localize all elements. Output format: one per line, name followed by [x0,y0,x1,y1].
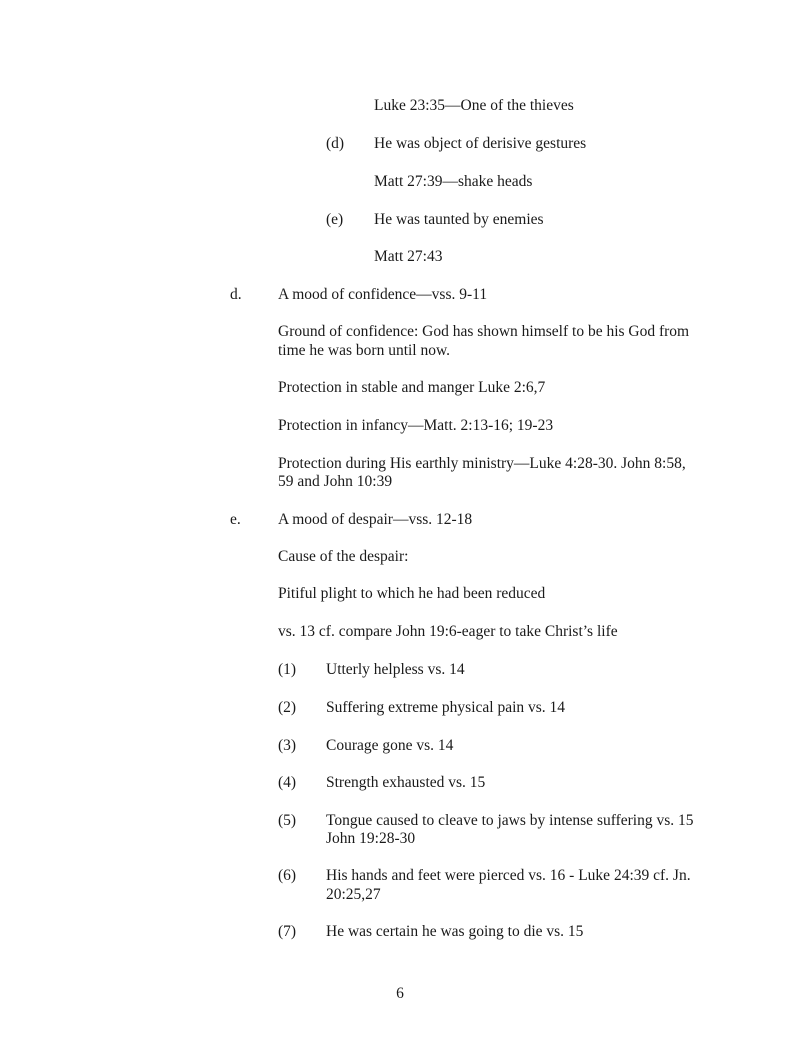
section-e-marker: e. [230,511,241,528]
list-item-text-continued: 20:25,27 [326,886,381,903]
item-d-marker: (d) [326,135,345,152]
list-item-number: (2) [278,699,297,716]
compare-john: vs. 13 cf. compare John 19:6-eager to take Christ’s life [278,623,618,640]
ground-confidence-line2: time he was born until now. [278,342,451,359]
list-item-text-continued: John 19:28-30 [326,830,416,847]
item-e-text: He was taunted by enemies [374,211,544,228]
item-d-text: He was object of derisive gestures [374,135,587,152]
list-item-text: Suffering extreme physical pain vs. 14 [326,699,566,716]
list-item-text: Tongue caused to cleave to jaws by intense suffering vs. 15 [326,812,694,829]
list-item-number: (7) [278,923,297,940]
section-d-heading: A mood of confidence—vss. 9-11 [278,286,488,303]
ground-confidence-line1: Ground of confidence: God has shown himself to be his God from [278,323,690,340]
cause-of-despair: Cause of the despair: [278,548,409,565]
luke-thieves-line: Luke 23:35—One of the thieves [374,97,574,114]
protection-infancy: Protection in infancy—Matt. 2:13-16; 19-23 [278,417,554,434]
list-item-number: (6) [278,867,297,884]
protection-ministry-line1: Protection during His earthly ministry—Luke 4:28-30. John 8:58, [278,455,686,472]
pitiful-plight: Pitiful plight to which he had been reduced [278,585,546,602]
list-item-text: Strength exhausted vs. 15 [326,774,486,791]
list-item-number: (1) [278,661,297,678]
list-item-text: Utterly helpless vs. 14 [326,661,465,678]
protection-stable: Protection in stable and manger Luke 2:6,7 [278,379,546,396]
list-item-number: (3) [278,737,297,754]
item-e-marker: (e) [326,211,344,228]
matt-43-line: Matt 27:43 [374,248,443,265]
list-item-text: He was certain he was going to die vs. 15 [326,923,584,940]
list-item-text: Courage gone vs. 14 [326,737,454,754]
list-item-number: (4) [278,774,297,791]
matt-shake-line: Matt 27:39—shake heads [374,173,533,190]
list-item-text: His hands and feet were pierced vs. 16 - Luke 24:39 cf. Jn. [326,867,691,884]
section-e-heading: A mood of despair—vss. 12-18 [278,511,473,528]
list-item-number: (5) [278,812,297,829]
section-d-marker: d. [230,286,242,303]
protection-ministry-line2: 59 and John 10:39 [278,473,393,490]
page-number: 6 [396,985,404,1002]
